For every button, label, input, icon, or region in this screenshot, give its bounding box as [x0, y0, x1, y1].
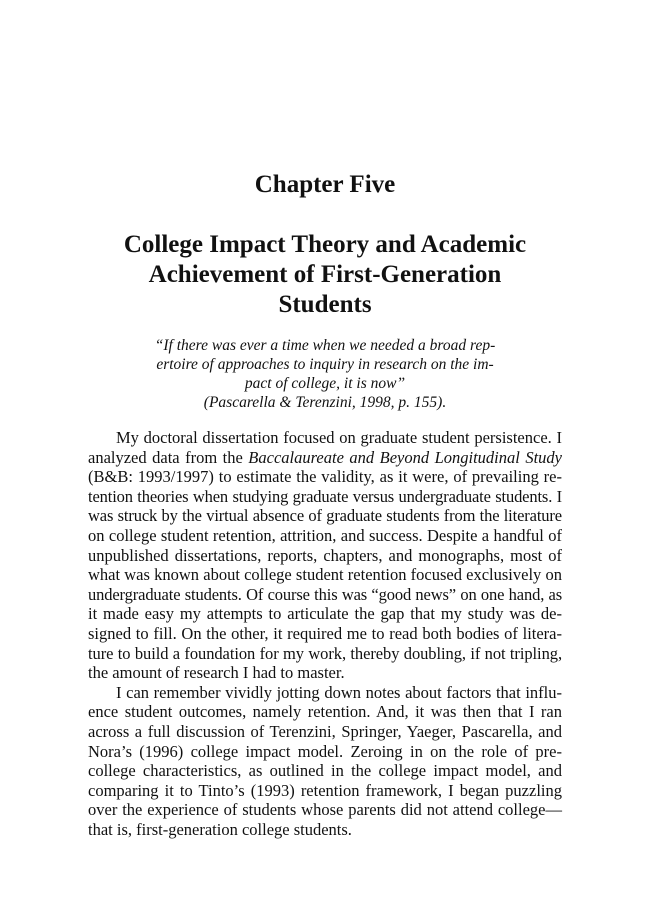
- paragraph-1: [88, 428, 562, 683]
- text-line: My doctoral dissertation focused on graduate student persistence. I: [116, 428, 562, 447]
- text-line: was struck by the virtual absence of graduate students from the literature: [88, 506, 562, 526]
- text-line: Nora’s (1996) college impact model. Zeroing in on the role of pre-: [88, 741, 562, 761]
- study-title: Baccalaureate and Beyond Longitudinal Study: [248, 447, 562, 467]
- epigraph-line: “If there was ever a time when we needed a broad rep-: [154, 337, 496, 354]
- text-line: over the experience of students whose parents did not attend college—: [88, 800, 562, 820]
- text-line: ence student outcomes, namely retention. And, it was then that I ran: [88, 702, 562, 722]
- epigraph-line: pact of college, it is now”: [244, 375, 406, 392]
- body-text: [88, 428, 562, 839]
- text-line: comparing it to Tinto’s (1993) retention framework, I began puzzling: [88, 780, 562, 800]
- text-line: on college student retention, attrition, and success. Despite a handful of: [88, 525, 562, 545]
- text-line: unpublished dissertations, reports, chapters, and monographs, most of: [88, 545, 562, 565]
- text-line: what was known about college student retention focused exclusively on: [88, 565, 562, 585]
- text-line: [88, 448, 562, 468]
- epigraph-citation: (Pascarella & Terenzini, 1998, p. 155).: [203, 394, 447, 411]
- text-line: (B&B: 1993/1997) to estimate the validity, as it were, of prevailing re-: [88, 467, 562, 487]
- chapter-title-line: Students: [278, 291, 372, 318]
- text-line: I can remember vividly jotting down notes about factors that influ-: [116, 682, 562, 702]
- text-line: it made easy my attempts to articulate the gap that my study was de-: [88, 604, 562, 624]
- text-line: ture to build a foundation for my work, thereby doubling, if not tripling,: [88, 643, 562, 663]
- text-line: across a full discussion of Terenzini, Springer, Yaeger, Pascarella, and: [88, 721, 562, 741]
- paragraph-2: [88, 683, 562, 840]
- text-line: tention theories when studying graduate versus undergraduate students. I: [88, 486, 562, 506]
- text-line: college characteristics, as outlined in the college impact model, and: [88, 761, 562, 781]
- chapter-title: [90, 230, 560, 320]
- chapter-label: Chapter Five: [254, 171, 396, 198]
- text-line: signed to fill. On the other, it required me to read both bodies of litera-: [88, 623, 562, 643]
- epigraph-quote: [130, 336, 520, 412]
- chapter-title-line: Achievement of First-Generation: [148, 261, 502, 288]
- chapter-title-line: College Impact Theory and Academic: [123, 231, 527, 258]
- epigraph-line: ertoire of approaches to inquiry in research on the im-: [156, 356, 494, 373]
- text-line: the amount of research I had to master.: [88, 663, 345, 683]
- text-line: that is, first-generation college students.: [88, 819, 352, 839]
- text-span: analyzed data from the: [88, 447, 249, 467]
- text-line: undergraduate students. Of course this was “good news” on one hand, as: [88, 584, 562, 604]
